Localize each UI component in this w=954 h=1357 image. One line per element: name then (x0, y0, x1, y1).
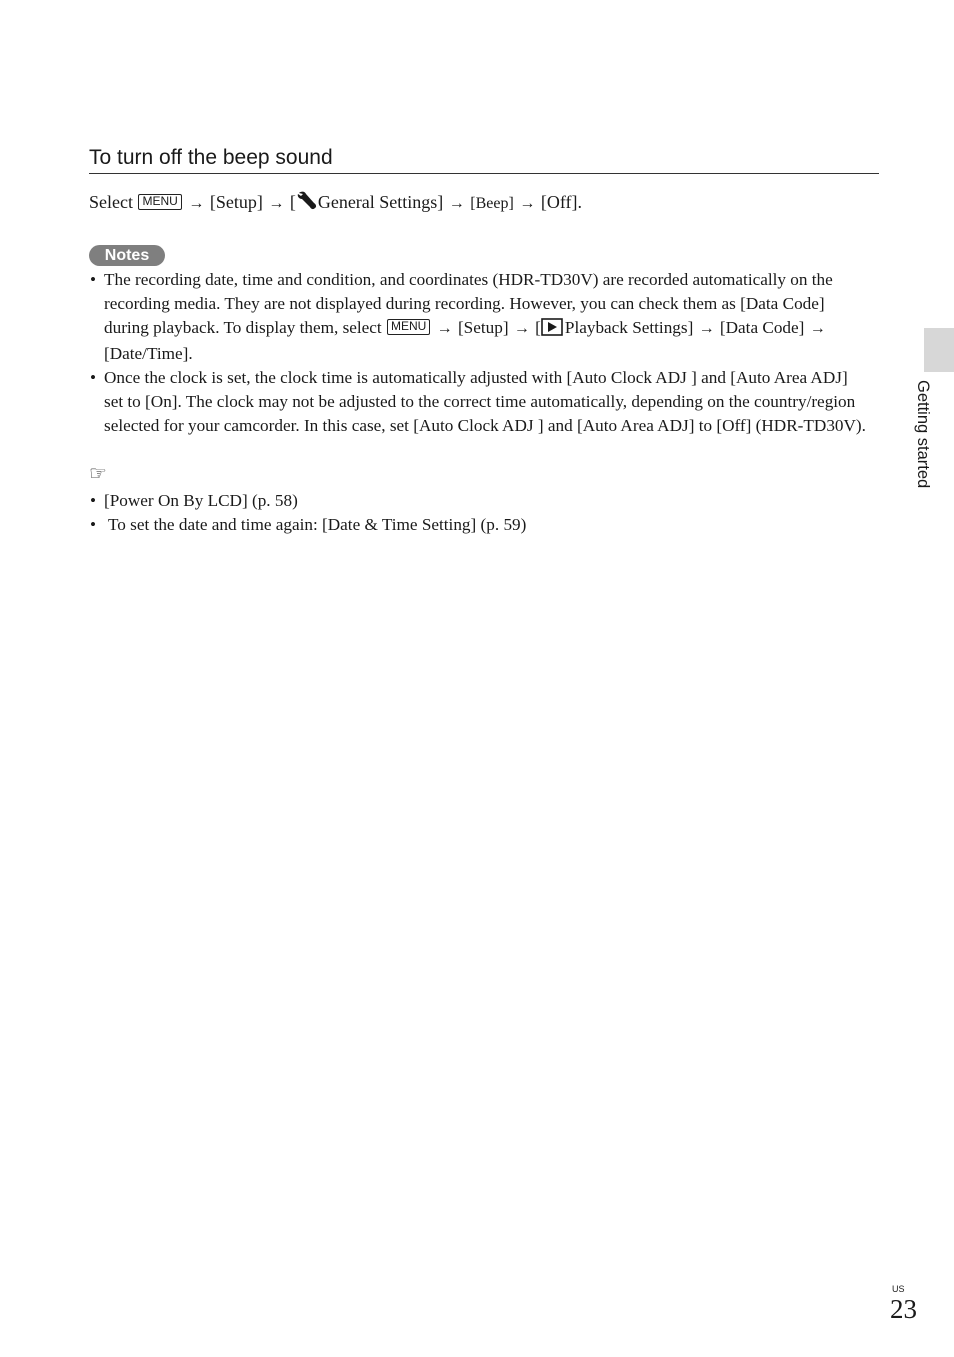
notes-badge: Notes (89, 245, 165, 266)
wrench-icon (296, 190, 318, 210)
bullet-dot: • (90, 491, 97, 510)
menu-key-icon: MENU (387, 319, 430, 335)
data-code-text: [Data Code] (719, 318, 805, 338)
chapter-label: Getting started (914, 380, 932, 489)
bullet-dot: • (90, 367, 97, 387)
chapter-tab (924, 328, 954, 372)
arrow-icon: → (436, 320, 453, 338)
off-text: [Off]. (540, 192, 582, 212)
note-item (89, 268, 869, 366)
bullet-dot: • (90, 515, 97, 535)
bracket-open: [ (289, 192, 296, 212)
playback-settings-text: Playback Settings] (564, 318, 694, 338)
arrow-icon: → (188, 195, 205, 212)
notes-list (89, 268, 869, 438)
tip-item (89, 489, 869, 513)
tip-link[interactable]: [Power On By LCD] (p. 58) (104, 491, 298, 510)
page-number: 23 (890, 1294, 917, 1324)
select-text: Select (89, 192, 133, 212)
arrow-icon: → (809, 320, 826, 338)
beep-off-instruction (89, 189, 879, 217)
note-text: The recording date, time and condition, and coordinates (HDR-TD30V) are recorded automatically on the recording media. They are not displayed during recording. However, you can check them as [Data Code] during playback. To display them, select (104, 270, 833, 338)
play-icon (541, 318, 563, 336)
setup-text: [Setup] (209, 192, 263, 212)
date-time-text: [Date/Time]. (104, 343, 193, 363)
bullet-dot: • (90, 270, 97, 289)
arrow-icon: → (513, 320, 530, 338)
tip-link[interactable]: To set the date and time again: [Date & Time Setting] (p. 59) (104, 515, 527, 535)
tips-list (89, 489, 869, 537)
region-code: US (892, 1284, 905, 1294)
note-item (89, 366, 869, 439)
general-settings-text: General Settings] (317, 192, 444, 212)
tip-item (89, 513, 869, 537)
beep-text: [Beep] (470, 195, 514, 212)
setup-text: [Setup] (457, 318, 509, 338)
arrow-icon: → (268, 195, 285, 212)
arrow-icon: → (698, 320, 715, 338)
arrow-icon: → (519, 195, 536, 212)
hand-pointer-icon: ☞ (89, 463, 107, 485)
arrow-icon: → (448, 195, 465, 212)
menu-key-icon: MENU (138, 194, 181, 210)
bracket-open: [ (535, 318, 541, 338)
note-text: Once the clock is set, the clock time is automatically adjusted with [Auto Clock ADJ ] and [Auto Area ADJ] set to [On]. The clock may not be adjusted to the correct time automatically, depending on the country/region selected for your camcorder. In this case, set [Auto Clock ADJ ] and [Auto Area ADJ] to [Off] (HDR-TD30V). (104, 367, 866, 436)
section-title: To turn off the beep sound (89, 145, 879, 174)
